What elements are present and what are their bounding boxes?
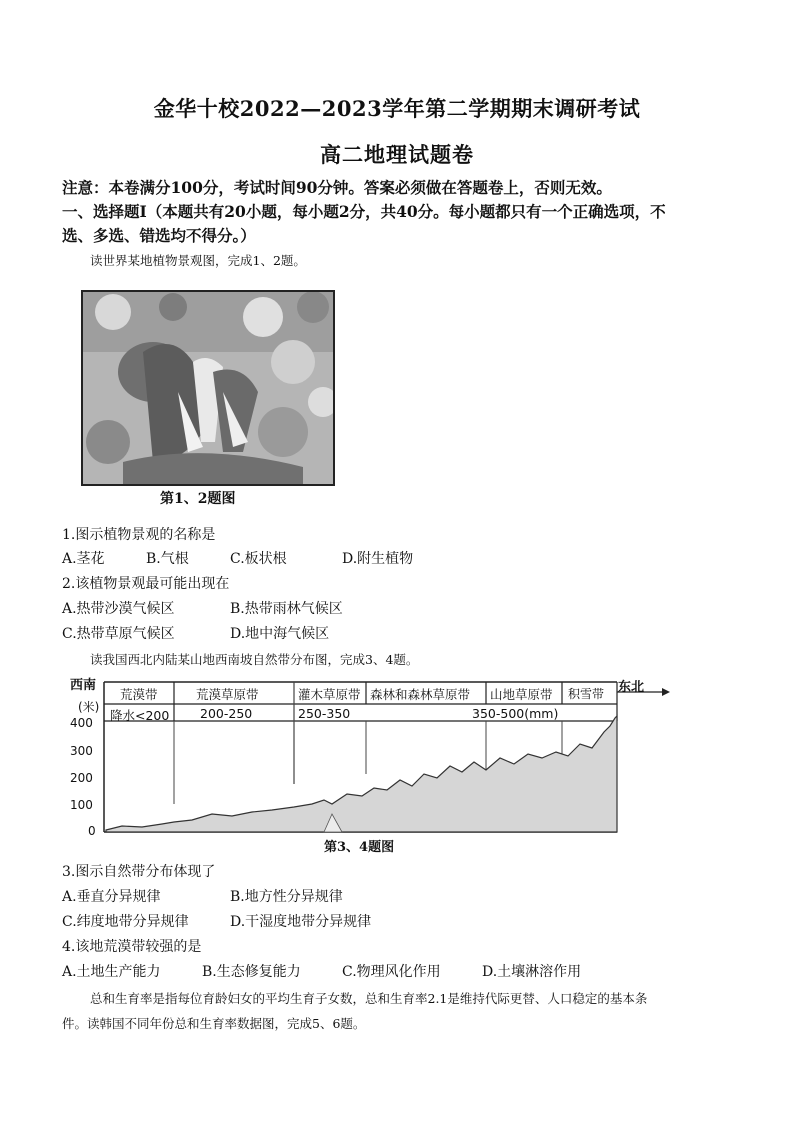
question-2-stem: 2.该植物景观最可能出现在 — [62, 576, 230, 592]
q1-option-a[interactable]: A.茎花 — [62, 551, 105, 567]
zone-label-desert: 荒漠带 — [120, 687, 158, 702]
y-tick-label: 200 — [70, 771, 93, 785]
exam-subtitle: 高二地理试题卷 — [320, 142, 474, 167]
q1-option-d[interactable]: D.附生植物 — [342, 551, 414, 567]
q2-option-d[interactable]: D.地中海气候区 — [230, 626, 330, 642]
q4-option-c[interactable]: C.物理风化作用 — [342, 964, 441, 980]
q2-option-c[interactable]: C.热带草原气候区 — [62, 626, 175, 642]
zone-label-snow: 积雪带 — [568, 687, 605, 701]
q3-option-b[interactable]: B.地方性分异规律 — [230, 889, 343, 905]
q3-option-c[interactable]: C.纬度地带分异规律 — [62, 914, 189, 930]
direction-southwest: 西南 — [70, 678, 97, 693]
section-heading-line1: 一、选择题Ⅰ（本题共有20小题，每小题2分，共40分。每小题都只有一个正确选项，不 — [62, 202, 666, 221]
q4-option-a[interactable]: A.土地生产能力 — [62, 964, 161, 980]
q4-option-d[interactable]: D.土壤淋溶作用 — [482, 964, 582, 980]
q2-option-b[interactable]: B.热带雨林气候区 — [230, 601, 343, 617]
q1-option-c[interactable]: C.板状根 — [230, 551, 287, 567]
q4-option-b[interactable]: B.生态修复能力 — [202, 964, 301, 980]
precip-label-2: 200-250 — [200, 706, 253, 721]
intro-q5-6-line2: 件。读韩国不同年份总和生育率数据图，完成5、6题。 — [62, 1016, 366, 1031]
precip-label-3: 250-350 — [298, 706, 351, 721]
question-4-stem: 4.该地荒漠带较强的是 — [62, 939, 202, 955]
exam-title: 金华十校2022—2023学年第二学期期末调研考试 — [153, 96, 641, 121]
y-tick-label: 0 — [88, 824, 96, 838]
zone-profile-figure — [62, 674, 752, 859]
intro-q3-4: 读我国西北内陆某山地西南坡自然带分布图，完成3、4题。 — [90, 652, 419, 667]
q2-option-a[interactable]: A.热带沙漠气候区 — [62, 601, 175, 617]
plant-photo — [81, 290, 335, 486]
section-heading-line2: 选、多选、错选均不得分。） — [62, 226, 256, 245]
question-3-stem: 3.图示自然带分布体现了 — [62, 864, 216, 880]
y-tick-label: 100 — [70, 798, 93, 812]
zone-label-forest: 森林和森林草原带 — [370, 687, 471, 702]
precip-label-4: 350-500(mm) — [472, 706, 559, 721]
q3-option-d[interactable]: D.干湿度地带分异规律 — [230, 914, 372, 930]
zone-label-mountain-steppe: 山地草原带 — [490, 687, 553, 702]
y-tick-label: 400 — [70, 716, 93, 730]
question-1-stem: 1.图示植物景观的名称是 — [62, 527, 216, 543]
intro-q5-6-line1: 总和生育率是指每位育龄妇女的平均生育子女数，总和生育率2.1是维持代际更替、人口稳定的基本条 — [90, 991, 648, 1006]
figure1-caption: 第1、2题图 — [160, 491, 236, 507]
y-tick-label: 300 — [70, 744, 93, 758]
q3-option-a[interactable]: A.垂直分异规律 — [62, 889, 161, 905]
figure2-caption: 第3、4题图 — [324, 840, 395, 855]
q1-option-b[interactable]: B.气根 — [146, 551, 189, 567]
notice: 注意：本卷满分100分，考试时间90分钟。答案必须做在答题卷上，否则无效。 — [62, 178, 612, 197]
zone-label-desert-steppe: 荒漠草原带 — [196, 687, 259, 702]
unit-label: (米) — [78, 700, 100, 714]
intro-q1-2: 读世界某地植物景观图，完成1、2题。 — [90, 253, 306, 268]
zone-label-shrub-steppe: 灌木草原带 — [298, 687, 361, 702]
direction-northeast: 东北 — [618, 680, 645, 695]
precip-label-1: 降水<200 — [110, 708, 170, 723]
